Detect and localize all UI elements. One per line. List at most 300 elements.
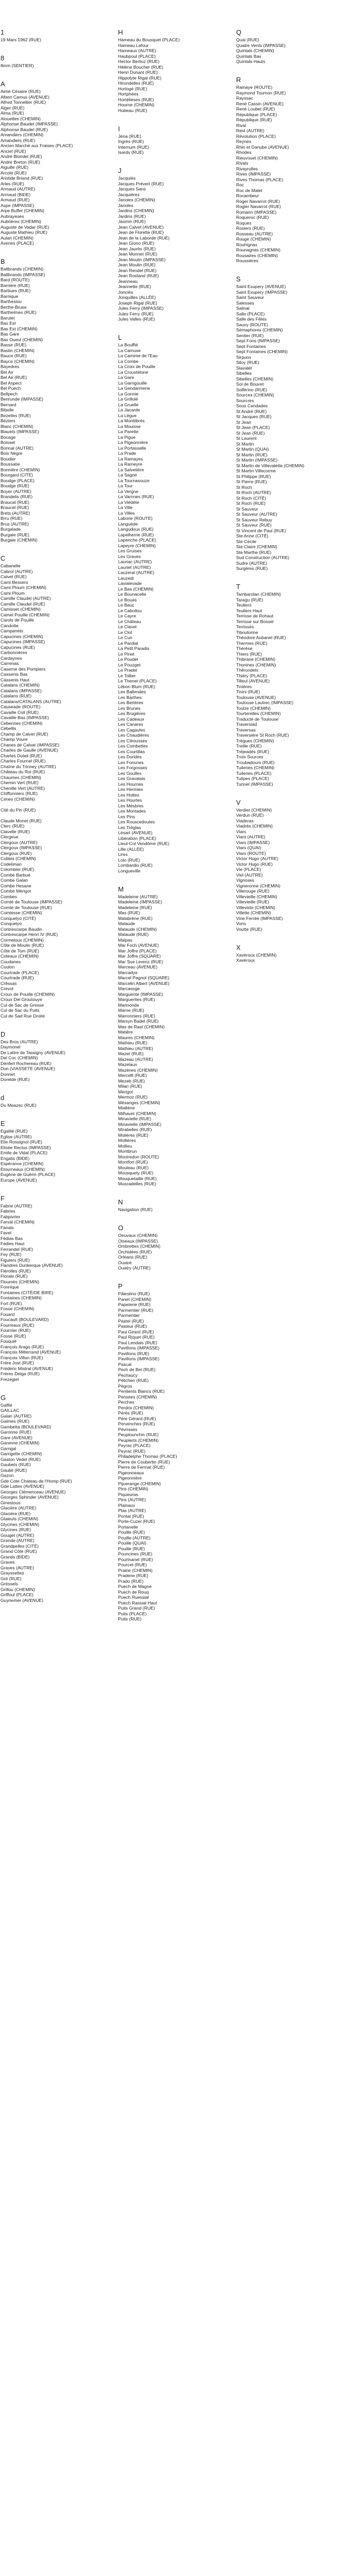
street-entry: Galmes (RUE) (1, 1419, 29, 1424)
street-entry: Mésanges (CHEMIN) (118, 1100, 160, 1105)
street-entry: Le Bas (CHEMIN) (118, 586, 154, 592)
street-entry: Ferrandel (RUE) (1, 1246, 34, 1252)
street-entry: Haubpoul (PLACE) (118, 53, 156, 59)
street-entry: Tuileries (PLACE) (236, 770, 272, 776)
street-entry: François Mitterrand (AVENUE) (1, 1349, 61, 1355)
street-entry: Tiboutonne (236, 629, 258, 635)
street-entry: Baltbrands (CHEMIN) (1, 266, 44, 272)
street-entry: Tréjeadés (RUE) (236, 749, 270, 754)
street-entry: Lires (118, 852, 128, 857)
spacer (1, 1019, 96, 1024)
street-entry: Les Dorides (118, 754, 142, 759)
street-entry: La Parette (118, 429, 139, 434)
street-entry: Pigeonneaux (118, 1470, 144, 1475)
street-entry: Toulze (CHEMIN) (236, 705, 271, 711)
street-entry: Pierre de Coubertin (RUE) (118, 1459, 170, 1465)
street-entry: Le Clot (118, 629, 132, 635)
street-entry: Jules Ferry (RUE) (118, 311, 154, 316)
street-entry: Navigation (RUE) (118, 1207, 153, 1212)
street-entry: Catalans (IMPASSE) (1, 688, 42, 693)
spacer (236, 65, 332, 70)
street-entry: Aristide Briand (RUE) (1, 176, 43, 181)
street-entry: Arpe Buffet (CHEMIN) (1, 208, 44, 213)
street-entry: Figuiers (RUE) (1, 1257, 30, 1263)
street-entry: Lombardio (RUE) (118, 863, 153, 868)
street-entry: Sibelles (CHEMIN) (236, 376, 274, 381)
street-entry: Minavielle (IMPASSE) (118, 1121, 161, 1127)
street-entry: Porte-Cuzel (RUE) (118, 1519, 155, 1524)
section-letter: J (118, 167, 122, 174)
street-entry: Plas (AUTRE) (118, 1508, 146, 1513)
street-entry: Avenes (PLACE) (1, 241, 34, 246)
street-entry: Etourneaux (CHEMIN) (1, 1166, 45, 1172)
street-entry: Campanets (1, 628, 23, 633)
street-entry: Paul Girard (RUE) (118, 1329, 154, 1334)
street-entry: Bellpech (1, 391, 18, 396)
street-entry: Sources (CHEMIN) (236, 392, 274, 397)
street-entry: Quai (RUE) (236, 37, 259, 42)
street-entry: Ste Claire (CHEMIN) (236, 544, 277, 549)
street-entry: Les Hourtes (118, 798, 142, 803)
street-entry: Coulon (1, 964, 15, 969)
street-entry: Les Gruises (118, 548, 142, 553)
street-entry: St Martin (236, 441, 254, 447)
street-entry: Amandiers (CHEMIN) (1, 132, 44, 137)
street-entry: Le Cun (118, 635, 132, 640)
street-entry: Viadrès (CHEMIN) (236, 823, 273, 829)
street-entry: Causeade (ROUTE) (1, 704, 41, 709)
street-entry: St Jean (236, 419, 252, 425)
street-entry: André Blondel (RUE) (1, 154, 42, 159)
street-entry: Cimes (CHEMIN) (1, 796, 35, 802)
street-entry: Brandelis (RUE) (1, 494, 33, 499)
street-entry: Pijuerange (CHEMIN) (118, 1481, 161, 1486)
street-entry: St Roch (RUE) (236, 501, 266, 506)
street-entry: Cassenis Haut (1, 677, 29, 682)
street-entry: Camille Claudel (RUE) (1, 601, 45, 607)
street-entry: Pouncines (RUE) (118, 1551, 153, 1556)
street-entry: Le Bounacelle (118, 592, 146, 597)
street-entry: Marguerites (RUE) (118, 997, 155, 1002)
street-entry: Cul de Sac de Gresse (1, 1002, 44, 1008)
street-entry: Voutte (RUE) (236, 926, 262, 932)
street-entry: Le Poudel (118, 657, 138, 662)
street-entry: Ingrès (RUE) (118, 139, 144, 144)
street-entry: Burgale (CHEMIN) (1, 537, 38, 543)
street-entry: Fouquié (1, 1339, 17, 1344)
street-entry: Jean Monnet (RUE) (118, 251, 157, 257)
street-entry: Grande (AUTRE) (1, 1538, 35, 1543)
street-entry: Garenne (CHEMIN) (1, 1440, 40, 1445)
spacer (236, 264, 332, 269)
street-entry: Milhavet (CHEMIN) (118, 1110, 157, 1116)
street-entry: Minavielle (RUE) (118, 1116, 152, 1121)
street-entry: La Tournasouze (118, 478, 150, 483)
street-entry: Janoles (CHEMIN) (118, 197, 155, 202)
street-entry: Paul Riquet (RUE) (118, 1334, 155, 1340)
street-entry: Jean de la Laborde (RUE) (118, 235, 170, 241)
street-entry: Alma (RUE) (1, 110, 24, 116)
street-entry: Florale (RUE) (1, 1274, 28, 1279)
street-entry: Le Pardial (118, 640, 138, 646)
street-entry: Marcelin Albert (AVENUE) (118, 980, 170, 986)
street-entry: Barthesiou (1, 299, 22, 304)
street-entry: La Bouffié (118, 342, 138, 347)
street-entry: Jacquiès (118, 176, 136, 181)
street-entry: Braucel (RUE) (1, 505, 29, 510)
street-entry: Arcole (RUE) (1, 170, 27, 176)
street-entry: Joseph Rigal (RUE) (118, 300, 157, 306)
street-entry: Jean Moulin (IMPASSE) (118, 257, 166, 262)
street-entry: Fontaines (CHEMIN) (1, 1295, 42, 1300)
street-entry: Portanelle (118, 1524, 138, 1530)
street-entry: Rivayrolles (236, 166, 258, 171)
street-entry: Chiffonniers (RUE) (1, 791, 38, 796)
street-entry: Ancien Marché aux Fraises (PLACE) (1, 143, 73, 148)
section-letter: V (236, 798, 241, 806)
street-entry: Longueville (118, 868, 141, 873)
street-entry: Peuplounchin (RUE) (118, 1432, 159, 1437)
street-entry: Montbrun (118, 1149, 137, 1154)
street-entry: Marguerite (IMPASSE) (118, 991, 163, 997)
street-entry: Trois Sources (236, 754, 263, 759)
street-entry: Slavalét (236, 365, 252, 371)
street-entry: Les Forgosses (118, 765, 147, 770)
street-entry: Jardins (CHEMIN) (118, 208, 154, 213)
street-entry: Farval (CHEMIN) (1, 1219, 35, 1225)
street-entry: Sibelles (236, 371, 252, 376)
street-entry: Rhin et Danube (AVENUE) (236, 144, 289, 150)
street-entry: Oiseaux (IMPASSE) (118, 1238, 158, 1244)
street-entry: Pourtnanel (RUE) (118, 1556, 153, 1562)
street-entry: La Gruelle (118, 402, 139, 407)
street-entry: Janoles (118, 202, 134, 208)
street-entry: Viel (AUTRE) (236, 872, 263, 878)
street-entry: Mas (RUE) (118, 910, 140, 915)
street-entry: Comté de Toulouse (RUE) (1, 904, 53, 910)
section-letter: G (1, 1393, 6, 1402)
street-entry: Denfert Rochereau (RUE) (1, 1060, 52, 1066)
street-entry: GAILLAC (1, 1408, 20, 1413)
street-entry: Puech de Rouq (118, 1589, 149, 1595)
street-entry: Lapelherrie (RUE) (118, 532, 154, 537)
street-entry: Frezegiel (1, 1376, 19, 1382)
street-entry: Brus (AUTRE) (1, 521, 29, 527)
street-entry: Montredon (ROUTE) (118, 1154, 159, 1159)
street-entry: Claude Monet (RUE) (1, 818, 42, 823)
street-entry: Rives (IMPASSE) (236, 171, 271, 177)
street-entry: Pavillons (IMPASSE) (118, 1345, 160, 1350)
street-entry: Graves (AUTRE) (1, 1565, 34, 1570)
street-entry: Ste Cécile (236, 538, 257, 544)
street-entry: Mazet (RUE) (118, 1051, 144, 1056)
street-entry: Les Cagaules (118, 727, 145, 733)
street-entry: Du Meazec (RUE) (1, 1103, 37, 1108)
street-entry: Rocambeur (236, 193, 259, 198)
street-entry: Vigneronne (CHEMIN) (236, 883, 280, 888)
section-letter: X (236, 943, 241, 951)
street-entry: Clavelle (RUE) (1, 829, 30, 834)
street-entry: Lavialevade (118, 581, 142, 586)
street-entry: Cavaille-Bas (IMPASSE) (1, 715, 49, 720)
street-entry: Viaderas (236, 818, 254, 823)
street-entry: Viars (236, 829, 246, 834)
street-entry: Auguste Mathieu (RUE) (1, 230, 47, 235)
street-entry: Amandiers (RUE) (1, 137, 36, 143)
street-entry: Rousaires (CHEMIN) (236, 252, 278, 258)
street-entry: La Sagne (118, 472, 137, 478)
street-entry: Cami Bessers (1, 579, 28, 585)
street-entry: Viars (ROUTE) (236, 850, 266, 856)
street-entry: Malaude (CHEMIN) (118, 926, 157, 932)
street-entry: Cormeloux (CHEMIN) (1, 937, 44, 943)
street-entry: Gare (AVENUE) (1, 1435, 32, 1440)
street-entry: Verdun (RUE) (236, 813, 264, 818)
street-entry: Pervenches (RUE) (118, 1421, 155, 1426)
street-entry: Thibrane (CHEMIN) (236, 657, 275, 662)
spacer (236, 571, 332, 577)
street-entry: Berthe-Bruse (1, 304, 27, 310)
street-entry: Mar Foch (AVENUE) (118, 943, 159, 948)
street-entry: Mazeau (AUTRE) (118, 1056, 153, 1062)
street-entry: Père Gérard (RUE) (118, 1416, 156, 1421)
street-entry: Sept Fontaines (CHEMIN) (236, 349, 288, 354)
street-entry: St Sauveur Rebuy (236, 517, 272, 522)
street-entry: La Pigeonnière (118, 440, 148, 445)
street-entry: La Prade (118, 451, 136, 456)
street-entry: Puits (RUE) (118, 1616, 142, 1621)
street-entry: Auguste de Vadar (RUE) (1, 224, 49, 230)
street-entry: Frédéric Mistral (AVENUE) (1, 1365, 54, 1371)
street-entry: Marcel Pagnol (SQUARE) (118, 975, 170, 980)
street-entry: Bas Est (CHEMIN) (1, 326, 38, 331)
street-entry: Les Fonunes (118, 759, 144, 765)
street-entry: Le Pradel (118, 667, 137, 673)
street-entry: Gouget (AUTRE) (1, 1532, 35, 1538)
street-entry: Georges Clémenceau (AVENUE) (1, 1489, 66, 1494)
street-entry: Sauvy (ROUTE) (236, 322, 269, 327)
street-entry: Saint Exupery (AVENUE) (236, 284, 286, 289)
street-entry: Matière (118, 1029, 133, 1035)
street-entry: Marronniers (RUE) (118, 1013, 156, 1019)
street-entry: Viars (AUTRE) (236, 834, 266, 839)
street-entry: Armaud (BIDE) (1, 192, 31, 197)
section-letter: 1 (1, 28, 5, 36)
street-entry: Graves (1, 1560, 15, 1565)
street-entry: Roc de Malet (236, 187, 262, 193)
street-entry: René Cassin (AVENUE) (236, 101, 284, 106)
street-entry: Mermoz (RUE) (118, 1094, 148, 1100)
street-entry: St Laurent (236, 436, 257, 441)
street-entry: Marsyn Badel (RUE) (118, 1019, 159, 1024)
street-entry: Chaîne du Trinney (AUTRE) (1, 764, 56, 769)
street-entry: Roussières (236, 258, 258, 263)
street-entry: Glacière (RUE) (1, 1510, 31, 1516)
street-entry: Madeleine (IMPASSE) (118, 899, 162, 904)
street-entry: Saint Sauveur (236, 295, 264, 300)
street-entry: Garrigette (CHEMIN) (1, 1451, 42, 1456)
street-entry: Barnique (1, 293, 19, 299)
street-entry: Bauce (RUE) (1, 353, 27, 358)
street-entry: Cami Ploum (1, 590, 25, 596)
street-entry: Capucines (CHEMIN) (1, 633, 43, 639)
section-letter: F (1, 1194, 5, 1202)
street-entry: Cardaynes (1, 655, 22, 661)
street-entry: Jules Valles (RUE) (118, 316, 155, 322)
street-entry: Muscadelles (RUE) (118, 1181, 157, 1186)
street-entry: Garonne (RUE) (1, 1429, 31, 1435)
spacer (1, 802, 96, 807)
section-letter: d (1, 1094, 5, 1102)
street-entry: La Caminie de l'Eau (118, 353, 158, 358)
street-entry: Théodore Aubanel (RUE) (236, 635, 286, 640)
street-entry: Tinini (RUE) (236, 689, 260, 694)
street-entry: Foucault (BOULEVARD) (1, 1317, 49, 1322)
street-entry: Puits (PLACE) (118, 1611, 147, 1616)
street-entry: Penitents Blancs (RUE) (118, 1389, 165, 1394)
street-entry: Les Barthes (118, 694, 142, 700)
street-entry: Contrescarpe Baudin (1, 926, 42, 932)
street-entry: Paul Lendais (RUE) (118, 1340, 157, 1345)
street-entry: Vignoses (236, 878, 255, 883)
street-entry: Pierre de Fermat (RUE) (118, 1465, 165, 1470)
street-entry: Isards (RUE) (118, 150, 144, 155)
street-entry: St Jacques (RUE) (236, 414, 272, 419)
street-entry: Jeanneau (118, 278, 138, 284)
street-entry: La Camuse (118, 347, 141, 353)
street-entry: Sol de Bouvet (236, 381, 264, 387)
street-entry: Clergoux (AUTRE) (1, 839, 38, 845)
street-entry: Sous Candades (236, 403, 268, 408)
street-entry: La Vergne (118, 488, 139, 494)
spacer (118, 322, 213, 328)
street-entry: Les Cadeaux (118, 716, 144, 722)
street-entry: Cabrol (AUTRE) (1, 568, 33, 574)
street-entry: Mazènes (CHEMIN) (118, 1067, 158, 1073)
street-entry: Glacière (AUTRE) (1, 1505, 37, 1510)
street-entry: Roger Navarrot (RUE) (236, 198, 280, 204)
street-entry: La Gendarmerie (118, 386, 151, 391)
street-entry: Piqueuras (118, 1491, 138, 1497)
street-entry: République (RUE) (236, 117, 272, 122)
section-letter: P (118, 1282, 123, 1290)
street-entry: Pègros (118, 1383, 132, 1389)
street-entry: Raymond Tournon (RUE) (236, 90, 286, 96)
street-entry: Charles de Gaulle (AVENUE) (1, 748, 58, 753)
street-entry: La Tour (118, 483, 133, 488)
street-entry: Malpas (118, 937, 132, 943)
street-entry: Fontaines (CITÉ/DE BIRE) (1, 1290, 54, 1295)
street-entry: Colombier (RUE) (1, 867, 35, 872)
street-entry: Contrescarpe Henri IV (RUE) (1, 932, 58, 937)
street-entry: Georges Sphinder (AVENUE) (1, 1494, 59, 1500)
street-entry: Les Brunes (118, 705, 141, 711)
street-entry: Pascal (118, 1361, 131, 1367)
street-entry: Vine Ferrée (IMPASSE) (236, 915, 283, 921)
street-entry: Fey (RUE) (1, 1252, 22, 1257)
street-entry: Egalité (RUE) (1, 1128, 28, 1134)
street-entry: Rest (AUTRE) (236, 128, 264, 133)
street-entry: Parmentier (118, 1313, 140, 1318)
street-entry: Langudoux (RUE) (118, 527, 154, 532)
street-entry: Les Goulles (118, 770, 142, 776)
street-entry: Villeviste (CHEMIN) (236, 904, 275, 910)
street-entry: Burgalade (1, 527, 21, 532)
street-entry: Taragu (RUE) (236, 597, 263, 602)
street-entry: Lieut-Col Vendôme (RUE) (118, 841, 170, 846)
street-entry: St Sauveur (236, 506, 258, 512)
street-entry: Pasteur (RUE) (118, 1324, 147, 1329)
street-entry: Eugène de Guérin (PLACE) (1, 1172, 56, 1177)
street-entry: Tunnel (IMPASSE) (236, 781, 273, 787)
street-entry: St Martin Villecorme (236, 468, 276, 473)
street-entry: Troubadours (RUE) (236, 759, 275, 765)
street-entry: Le Bouas (118, 597, 137, 602)
street-entry: Rounagnas (CHEMIN) (236, 247, 280, 252)
street-entry: Grands (BIDE) (1, 1554, 30, 1560)
street-entry: Bastin (CHEMIN) (1, 347, 35, 353)
street-entry: Le Cabollou (118, 608, 142, 613)
street-entry: Ste Anne (CITÉ) (236, 533, 269, 538)
street-entry: Victor Hugo (AUTRE) (236, 856, 278, 861)
street-entry: St Martin de Villevalette (CHEMIN) (236, 463, 305, 468)
street-entry: Chenille Vert (AUTRE) (1, 785, 45, 791)
street-entry: Fosse (CHEMIN) (1, 1306, 35, 1311)
street-entry: Grandpelles (CITÉ) (1, 1543, 39, 1549)
street-entry: Prado (RUE) (118, 1578, 144, 1584)
street-entry: Marcassge (118, 986, 140, 991)
street-entry: Salesses (236, 300, 254, 306)
street-entry: Saint Exupery (IMPASSE) (236, 289, 288, 295)
street-entry: Fabries (1, 1209, 15, 1214)
street-entry: Jean Moulin (RUE) (118, 262, 156, 267)
street-entry: Mar Joffre (PLACE) (118, 948, 157, 953)
street-entry: Gaffié (1, 1402, 12, 1408)
street-entry: Caserne des Pompiers (1, 666, 46, 672)
street-entry: La Lègue (118, 412, 137, 418)
street-entry: Coudanes (1, 959, 21, 964)
spacer (1, 1083, 96, 1088)
street-entry: Rouge (CHEMIN) (236, 236, 271, 242)
street-entry: Les Huttes (118, 792, 140, 798)
street-entry: Thérondels (236, 667, 258, 673)
street-entry: Quintals (CHEMIN) (236, 48, 274, 53)
street-entry: Chaumes (CHEMIN) (1, 774, 41, 780)
street-entry: St André (RUE) (236, 408, 267, 414)
street-entry: Catalans (RUE) (1, 693, 32, 698)
street-entry: Rayssac (236, 96, 253, 101)
index-column-2 (118, 28, 213, 1622)
street-entry: Clergoux (IMPASSE) (1, 845, 42, 850)
street-entry: Bas Ouest (CHEMIN) (1, 337, 43, 342)
street-entry: Les Pins (118, 814, 135, 819)
spacer (1, 69, 96, 74)
street-entry: Alouettes (CHEMIN) (1, 116, 41, 121)
street-entry: Mollières (118, 1138, 136, 1143)
street-entry: Mouleau (RUE) (118, 1165, 149, 1170)
street-entry: Mar Joffre (SQUARE) (118, 953, 161, 959)
street-entry: Hameaux (AUTRE) (118, 48, 157, 53)
street-entry: Aubrières (CHEMIN) (1, 219, 41, 224)
street-entry: Combe Galan (1, 878, 28, 883)
street-entry: Fédies Haut (1, 1241, 25, 1246)
street-entry: 19 Mars 1962 (RUE) (1, 37, 41, 42)
street-entry: Béziers (1, 418, 15, 423)
street-entry: Villevieille (CHEMIN) (236, 894, 277, 899)
street-entry: Flandres Dunkerque (AVENUE) (1, 1263, 63, 1268)
street-entry: Barbues (RUE) (1, 288, 31, 293)
street-entry: Armaud (AUTRE) (1, 186, 36, 192)
